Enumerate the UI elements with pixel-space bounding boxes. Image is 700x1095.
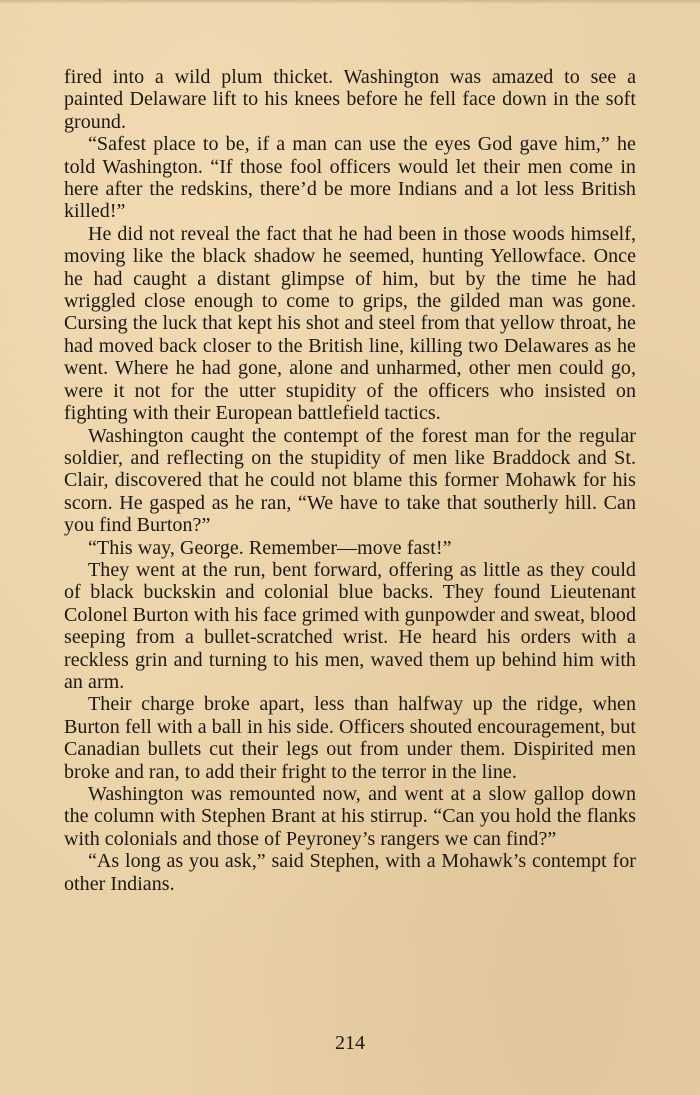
body-text <box>64 66 636 895</box>
paragraph-2: “Safest place to be, if a man can use the eyes God gave him,” he told Washington. “If those fool officers would let their men come in here after the redskins, there’d be more Indians and a lot less British killed!” <box>64 133 636 223</box>
page-top-edge <box>0 0 700 4</box>
paragraph-7: Their charge broke apart, less than halfway up the ridge, when Burton fell with a ball in his side. Officers shouted encouragement, but Canadian bullets cut their legs out from under them. Dispirited men broke and ran, to add their fright to the terror in the line. <box>64 693 636 783</box>
paragraph-5: “This way, George. Remember—move fast!” <box>88 536 452 559</box>
paragraph-9: “As long as you ask,” said Stephen, with a Mohawk’s contempt for other Indians. <box>64 850 636 895</box>
paragraph-6: They went at the run, bent forward, offering as little as they could of black buckskin and colonial blue backs. They found Lieutenant Colonel Burton with his face grimed with gunpowder and sweat, blood seeping from a bullet-scratched wrist. He heard his orders with a reckless grin and turning to his men, waved them up behind him with an arm. <box>64 558 636 693</box>
paragraph-4: Washington caught the contempt of the forest man for the regular soldier, and reflecting on the stupidity of men like Braddock and St. Clair, discovered that he could not blame this former Mohawk for his scorn. He gasped as he ran, “We have to take that southerly hill. Can you find Burton?” <box>64 424 636 537</box>
page-number: 214 <box>335 1032 365 1054</box>
paragraph-8: Washington was remounted now, and went at a slow gallop down the column with Stephen Brant at his stirrup. “Can you hold the flanks with colonials and those of Peyroney’s rangers we can find?” <box>64 783 636 850</box>
paragraph-1: fired into a wild plum thicket. Washington was amazed to see a painted Delaware lift to his knees before he fell face down in the soft ground. <box>64 66 636 133</box>
paragraph-3: He did not reveal the fact that he had been in those woods himself, moving like the black shadow he seemed, hunting Yellowface. Once he had caught a distant glimpse of him, but by the time he had wriggled close enough to come to grips, the gilded man was gone. Cursing the luck that kept his shot and steel from that yellow throat, he had moved back closer to the British line, killing two Delawares as he went. Where he had gone, alone and unharmed, other men could go, were it not for the utter stupidity of the officers who insisted on fighting with their European battlefield tactics. <box>64 222 636 425</box>
